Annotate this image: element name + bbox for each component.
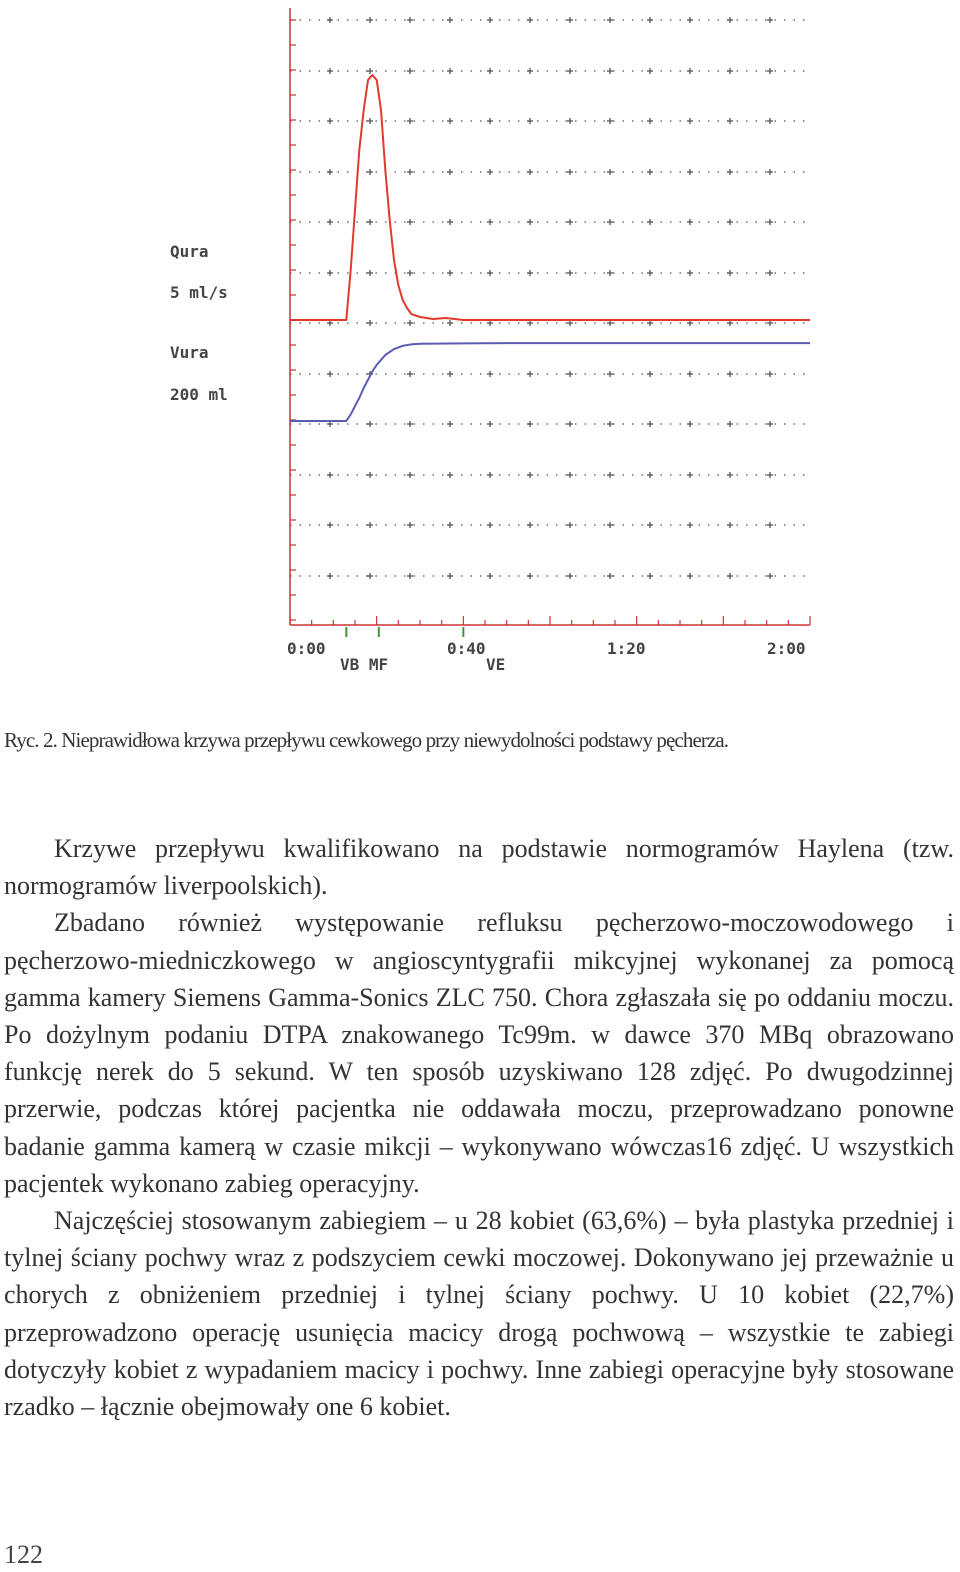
chart-series: [290, 75, 810, 421]
volume-scale-label: 200 ml: [170, 385, 228, 404]
page-number: 122: [4, 1540, 43, 1569]
volume-label: Vura: [170, 343, 209, 362]
paragraph: Zbadano również występowanie refluksu pęcherzowo-moczowodowego i pęcherzowo-miedniczkowego w angioscyntygrafii mikcyjnej wykonanej za pomocą gamma kamery Siemens Gamma-Sonics ZLC 750. Chora zgłaszała się po oddaniu moczu. Po dożylnym podaniu DTPA znakowanego Tc99m. w dawce 370 MBq obrazowano funkcję nerek do 5 sekund. W ten sposób uzyskiwano 128 zdjęć. Po dwugodzinnej przerwie, podczas której pacjentka nie oddawała moczu, przeprowadzano ponowne badanie gamma kamerą w czasie mikcji – wykonywano wówczas16 zdjęć. U wszystkich pacjentek wykonano zabieg operacyjny.: [4, 908, 954, 1198]
x-tick-label: 2:00: [767, 639, 806, 658]
x-tick-label: 0:40: [447, 639, 486, 658]
chart-grid: [290, 17, 810, 579]
paragraph: Krzywe przepływu kwalifikowano na podstawie normogramów Haylena (tzw. normogramów liverpoolskich).: [4, 834, 954, 901]
flow-label: Qura: [170, 242, 209, 261]
marker-label-ve: VE: [486, 655, 506, 674]
flow-curve-qura: [290, 75, 810, 320]
flow-scale-label: 5 ml/s: [170, 283, 228, 302]
volume-curve-vura: [290, 343, 810, 421]
marker-label-vb-mf: VB MF: [340, 655, 389, 674]
x-tick-label: 0:00: [287, 639, 326, 658]
x-tick-label: 1:20: [607, 639, 646, 658]
body-text: [4, 830, 954, 1425]
uroflow-chart: [0, 0, 960, 700]
paragraph: Najczęściej stosowanym zabiegiem – u 28 kobiet (63,6%) – była plastyka przedniej i tylnej ściany pochwy wraz z podszyciem cewki moczowej. Dokonywano jej przeważnie u chorych z obniżeniem przedniej i tylnej ściany pochwy. U 10 kobiet (22,7%) przeprowadzono operację usunięcia macicy drogą pochwową – wszystkie te zabiegi dotyczyły kobiet z wypadaniem macicy i pochwy. Inne zabiegi operacyjne były stosowane rzadko – łącznie obejmowały one 6 kobiet.: [4, 1206, 954, 1422]
figure-caption: Ryc. 2. Nieprawidłowa krzywa przepływu cewkowego przy niewydolności podstawy pęcherza.: [4, 728, 729, 752]
